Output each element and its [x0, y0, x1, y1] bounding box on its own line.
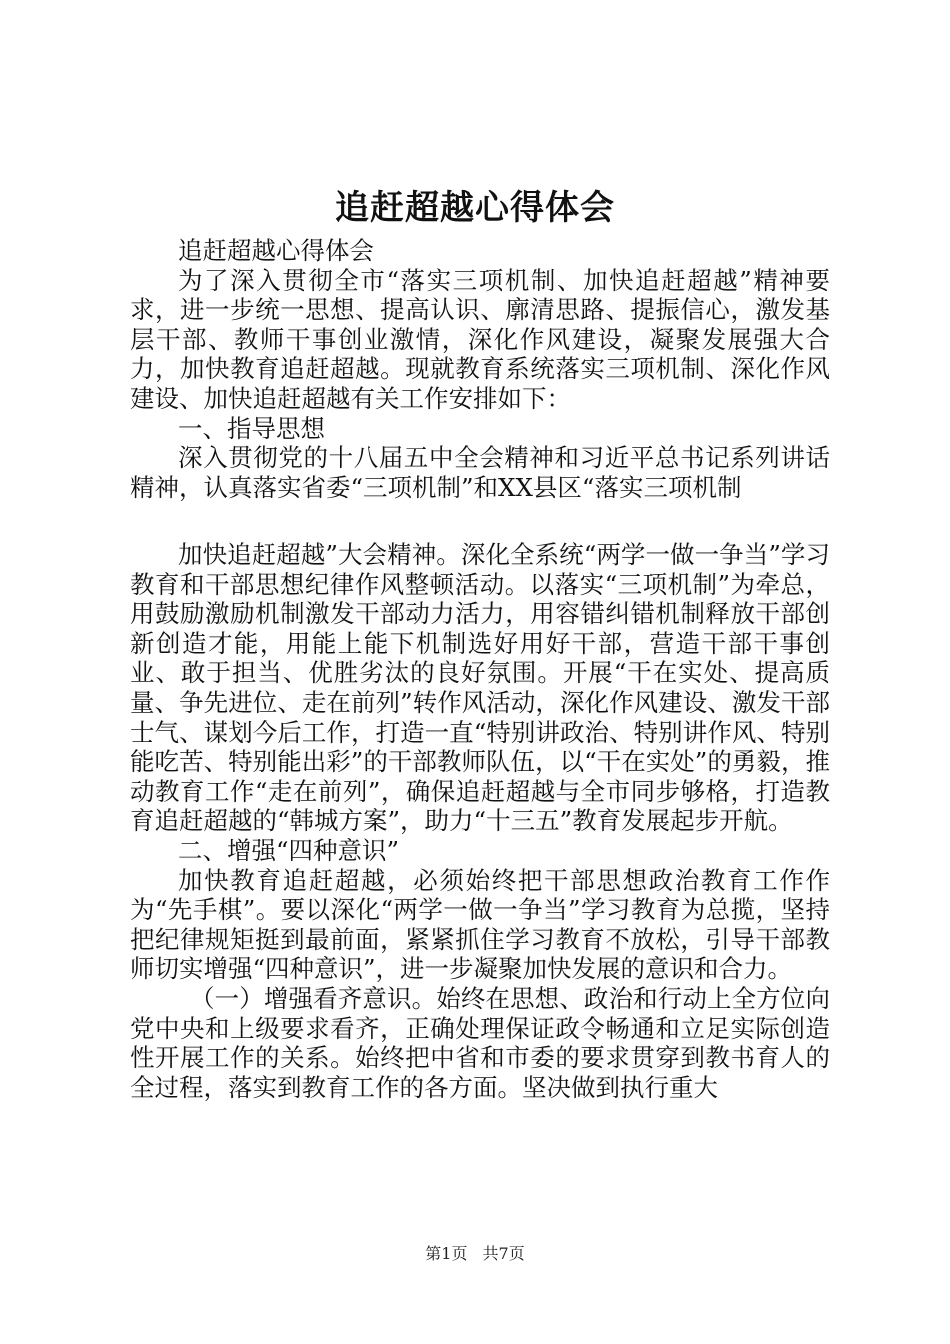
page-total: 共7页 [482, 1244, 525, 1263]
guiding-thought-paragraph: 深入贯彻党的十八届五中全会精神和习近平总书记系列讲话精神，认真落实省委“三项机制”和XX县区“落实三项机制 [130, 443, 830, 502]
page-number: 第1页 [425, 1244, 468, 1263]
section-heading-guiding-thought: 一、指导思想 [178, 413, 325, 443]
document-body-lower [130, 540, 830, 1102]
document-title: 追赶超越心得体会 [335, 188, 615, 228]
section-heading-four-awareness: 二、增强“四种意识” [178, 835, 400, 865]
intro-paragraph: 为了深入贯彻全市“落实三项机制、加快追赶超越”精神要求，进一步统一思想、提高认识、廓清思路、提振信心，激发基层干部、教师干事创业激情，深化作风建设，凝聚发展强大合力，加快教育追赶超越。现就教育系统落实三项机制、深化作风建设、加快追赶超越有关工作安排如下： [130, 265, 830, 413]
document-body-upper [130, 236, 830, 502]
alignment-awareness-paragraph: （一）增强看齐意识。始终在思想、政治和行动上全方位向党中央和上级要求看齐，正确处理保证政令畅通和立足实际创造性开展工作的关系。始终把中省和市委的要求贯穿到教书育人的全过程，落实到教育工作的各方面。坚决做到执行重大 [130, 983, 830, 1102]
page-footer [0, 1243, 950, 1265]
continuation-paragraph: 加快追赶超越”大会精神。深化全系统“两学一做一争当”学习教育和干部思想纪律作风整顿活动。以落实“三项机制”为牵总，用鼓励激励机制激发干部动力活力，用容错纠错机制释放干部创新创造才能，用能上能下机制选好用好干部，营造干部干事创业、敢于担当、优胜劣汰的良好氛围。开展“干在实处、提高质量、争先进位、走在前列”转作风活动，深化作风建设、激发干部士气、谋划今后工作，打造一直“特别讲政治、特别讲作风、特别能吃苦、特别能出彩”的干部教师队伍，以“干在实处”的勇毅，推动教育工作“走在前列”，确保追赶超越与全市同步够格，打造教育追赶超越的“韩城方案”，助力“十三五”教育发展起步开航。 [130, 540, 830, 836]
four-awareness-paragraph: 加快教育追赶超越，必须始终把干部思想政治教育工作作为“先手棋”。要以深化“两学一做一争当”学习教育为总揽，坚持把纪律规矩挺到最前面，紧紧抓住学习教育不放松，引导干部教师切实增强“四种意识”，进一步凝聚加快发展的意识和合力。 [130, 865, 830, 984]
repeated-heading-paragraph: 追赶超越心得体会 [178, 236, 374, 265]
